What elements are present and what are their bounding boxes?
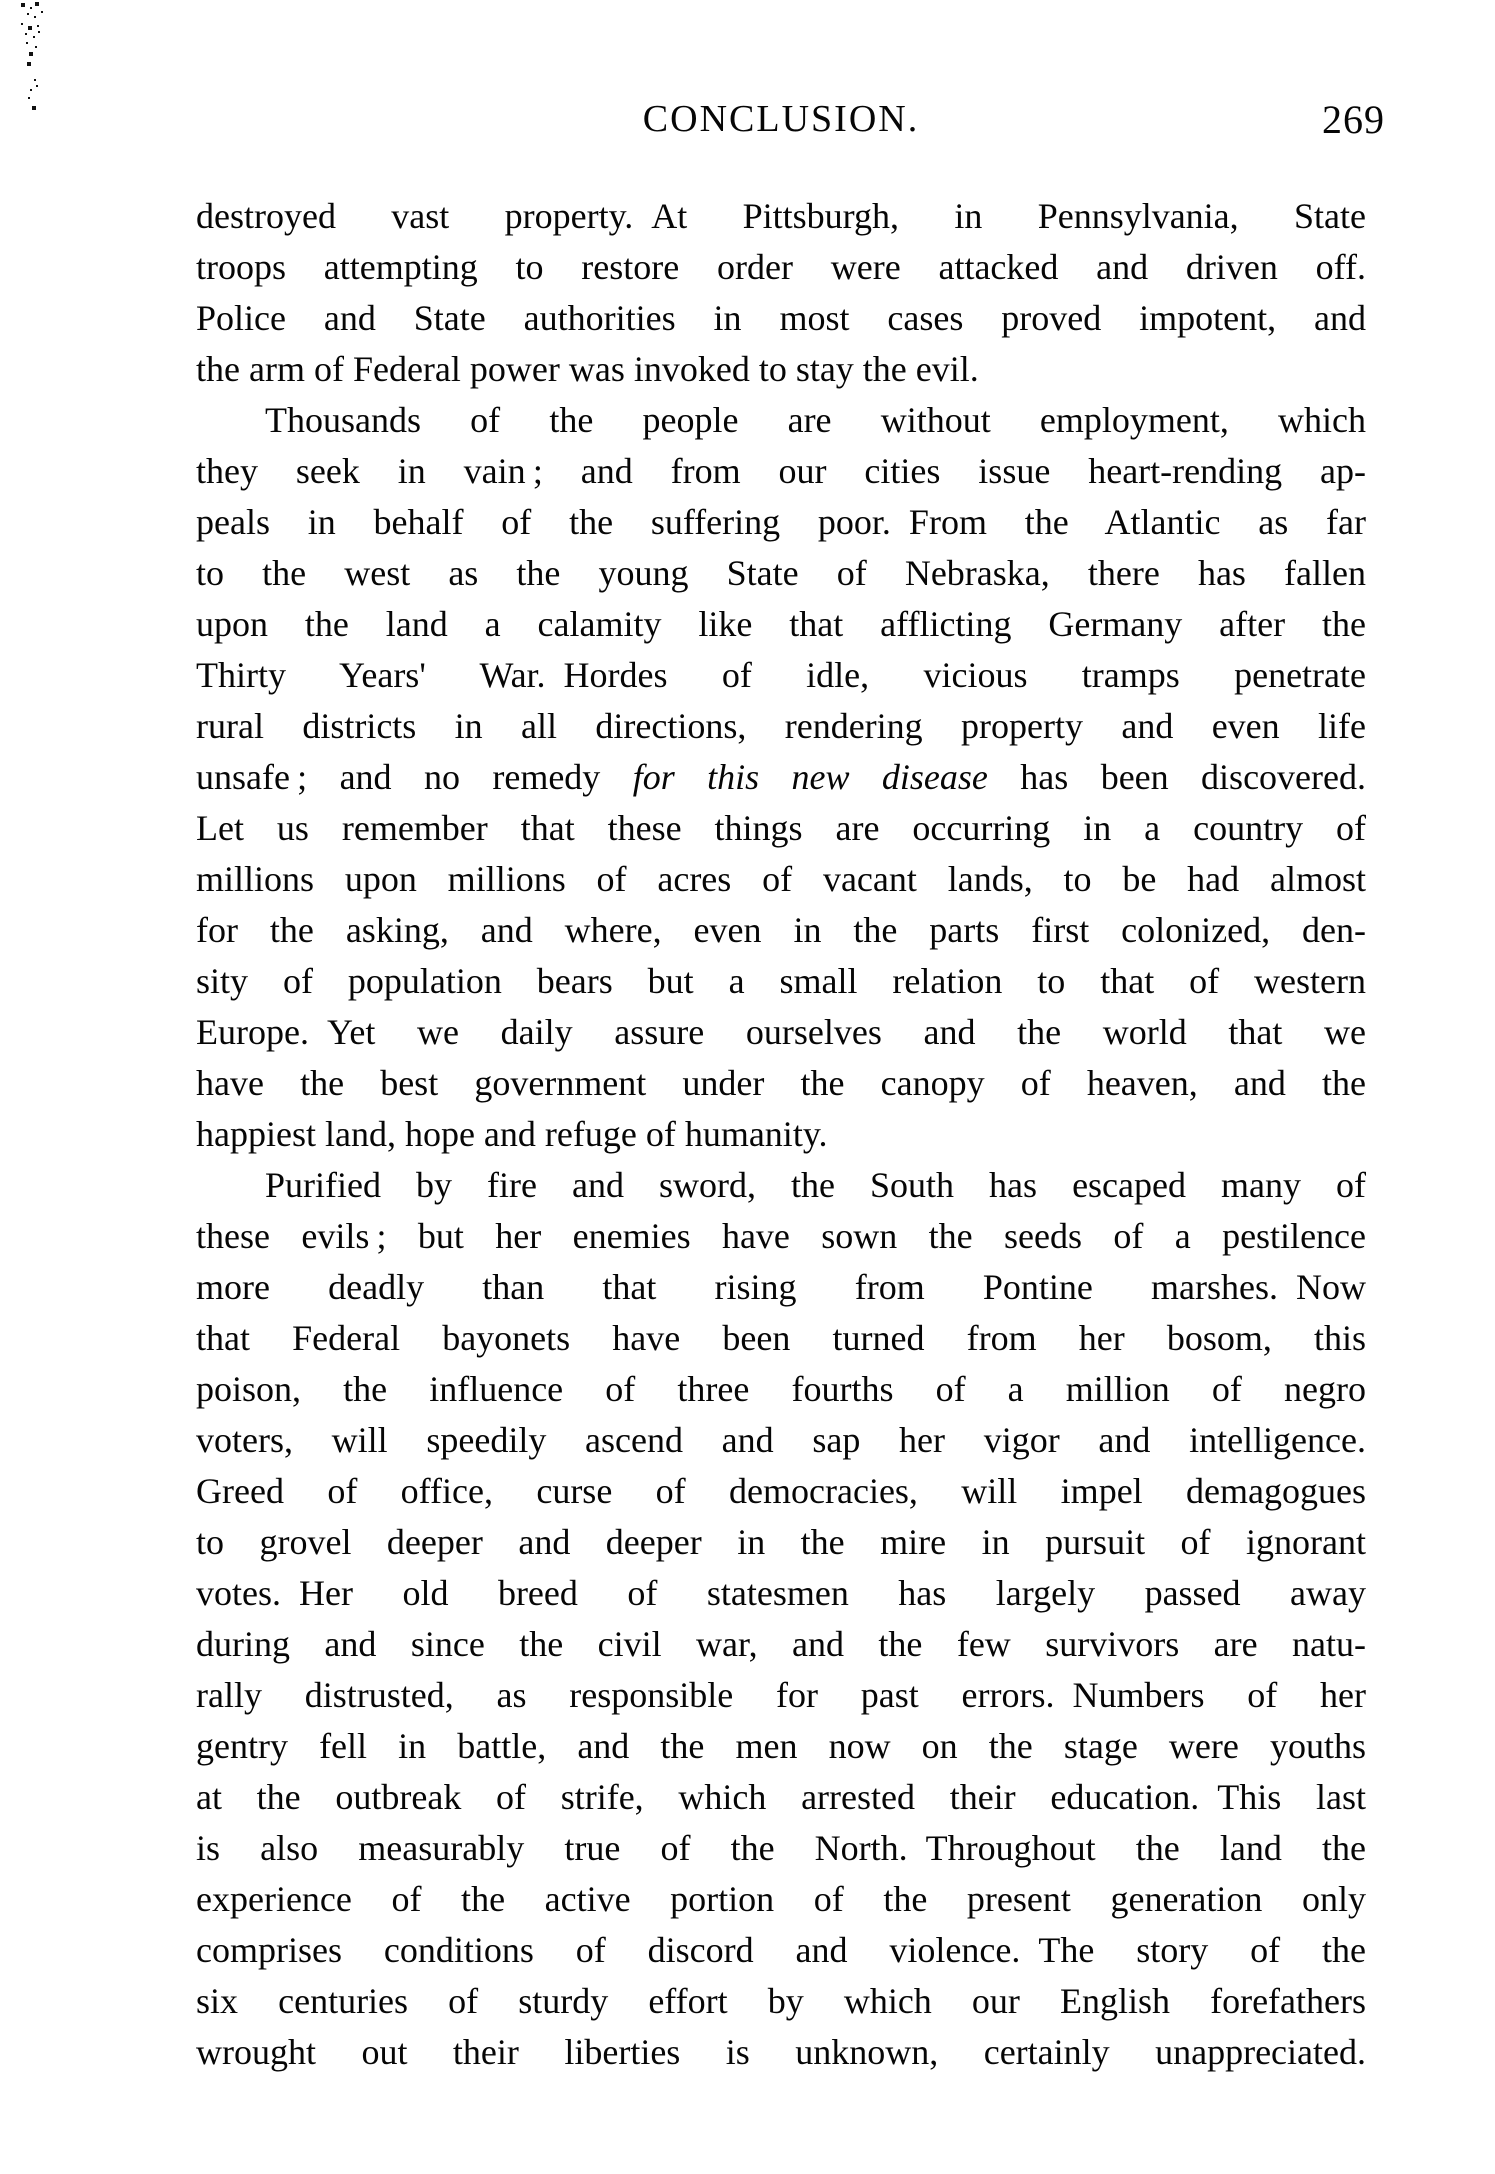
text-line bbox=[196, 701, 1366, 752]
text-line-content bbox=[196, 1675, 1366, 1715]
text-line-content bbox=[196, 1318, 1366, 1358]
text-line-content bbox=[196, 1624, 1366, 1664]
text-line bbox=[196, 344, 1366, 395]
text-line-content bbox=[196, 1879, 1366, 1919]
text-line bbox=[196, 548, 1366, 599]
text-line bbox=[196, 1721, 1366, 1772]
text-line bbox=[196, 599, 1366, 650]
text-line-content bbox=[196, 1369, 1366, 1409]
text-line bbox=[196, 446, 1366, 497]
text-line bbox=[196, 1160, 1366, 1211]
text-line bbox=[196, 1568, 1366, 1619]
text-line-content bbox=[196, 1471, 1366, 1511]
text-line bbox=[196, 1619, 1366, 1670]
text-line-content bbox=[196, 247, 1366, 287]
text-segment: voters, will speedily ascend and sap her vigor and intelligence. bbox=[196, 1420, 1366, 1460]
paragraph bbox=[196, 191, 1366, 395]
text-line bbox=[196, 1211, 1366, 1262]
text-line-content bbox=[196, 196, 1366, 236]
text-segment: millions upon millions of acres of vacant lands, to be had almost bbox=[196, 859, 1366, 899]
text-line-content bbox=[196, 1012, 1366, 1052]
text-segment: to grovel deeper and deeper in the mire in pursuit of ignorant bbox=[196, 1522, 1366, 1562]
text-segment: Greed of office, curse of democracies, will impel demagogues bbox=[196, 1471, 1366, 1511]
page-number: 269 bbox=[1322, 97, 1385, 142]
text-line bbox=[196, 1415, 1366, 1466]
text-line bbox=[196, 752, 1366, 803]
text-segment: rally distrusted, as responsible for past errors. Numbers of her bbox=[196, 1675, 1366, 1715]
text-segment: experience of the active portion of the present generation only bbox=[196, 1879, 1366, 1919]
text-line bbox=[196, 1976, 1366, 2027]
text-line bbox=[196, 242, 1366, 293]
text-segment: more deadly than that rising from Pontine marshes. Now bbox=[196, 1267, 1366, 1307]
text-line bbox=[196, 395, 1366, 446]
text-line bbox=[196, 1058, 1366, 1109]
text-segment: votes. Her old breed of statesmen has largely passed away bbox=[196, 1573, 1366, 1613]
text-line bbox=[196, 497, 1366, 548]
text-line bbox=[196, 1670, 1366, 1721]
text-segment: troops attempting to restore order were attacked and driven off. bbox=[196, 247, 1366, 287]
text-line bbox=[196, 1262, 1366, 1313]
text-line bbox=[196, 854, 1366, 905]
text-line-content bbox=[196, 859, 1366, 899]
text-line-content bbox=[196, 655, 1366, 695]
text-line bbox=[196, 1874, 1366, 1925]
text-line-content bbox=[196, 451, 1366, 491]
text-line-content bbox=[196, 298, 1366, 338]
text-segment: is also measurably true of the North. Throughout the land the bbox=[196, 1828, 1366, 1868]
page-heading: CONCLUSION. bbox=[642, 98, 920, 140]
text-line-content bbox=[196, 553, 1366, 593]
text-line-content bbox=[265, 400, 1366, 440]
text-segment: rural districts in all directions, rendering property and even life bbox=[196, 706, 1366, 746]
text-line bbox=[196, 803, 1366, 854]
text-segment: for the asking, and where, even in the parts first colonized, den- bbox=[196, 910, 1366, 950]
scan-noise-specks bbox=[0, 0, 2, 2]
text-line bbox=[196, 1007, 1366, 1058]
text-line bbox=[196, 293, 1366, 344]
text-line bbox=[196, 1364, 1366, 1415]
text-line-content bbox=[196, 1267, 1366, 1307]
text-line-content bbox=[196, 1726, 1366, 1766]
text-line-content bbox=[196, 1930, 1366, 1970]
text-line bbox=[196, 1466, 1366, 1517]
text-segment: the arm of Federal power was invoked to stay the evil. bbox=[196, 349, 979, 389]
text-line bbox=[196, 1517, 1366, 1568]
paragraph bbox=[196, 395, 1366, 1160]
text-line-content bbox=[196, 910, 1366, 950]
text-segment: unsafe ; and no remedy bbox=[196, 757, 633, 797]
text-line bbox=[196, 905, 1366, 956]
text-segment: to the west as the young State of Nebraska, there has fallen bbox=[196, 553, 1366, 593]
text-segment: Let us remember that these things are occurring in a country of bbox=[196, 808, 1366, 848]
text-segment: these evils ; but her enemies have sown the seeds of a pestilence bbox=[196, 1216, 1366, 1256]
text-segment: have the best government under the canopy of heaven, and the bbox=[196, 1063, 1366, 1103]
text-line bbox=[196, 650, 1366, 701]
text-segment: Thirty Years' War. Hordes of idle, vicious tramps penetrate bbox=[196, 655, 1366, 695]
italic-phrase: for this new disease bbox=[632, 757, 988, 797]
text-line-content bbox=[196, 1216, 1366, 1256]
text-line bbox=[196, 1109, 1366, 1160]
text-segment: poison, the influence of three fourths of a million of negro bbox=[196, 1369, 1366, 1409]
text-segment: Purified by fire and sword, the South has escaped many of bbox=[265, 1165, 1366, 1205]
text-line bbox=[196, 1823, 1366, 1874]
text-line-content bbox=[265, 1165, 1366, 1205]
text-segment: peals in behalf of the suffering poor. From the Atlantic as far bbox=[196, 502, 1366, 542]
text-line-content bbox=[196, 2032, 1366, 2072]
text-line bbox=[196, 956, 1366, 1007]
text-segment: that Federal bayonets have been turned from her bosom, this bbox=[196, 1318, 1366, 1358]
text-line-content bbox=[196, 706, 1366, 746]
text-line bbox=[196, 191, 1366, 242]
running-header bbox=[196, 96, 1385, 142]
text-segment: upon the land a calamity like that afflicting Germany after the bbox=[196, 604, 1366, 644]
text-segment: wrought out their liberties is unknown, certainly unappreciated. bbox=[196, 2032, 1366, 2072]
text-line-content bbox=[196, 349, 979, 389]
text-segment: they seek in vain ; and from our cities issue heart-rending ap- bbox=[196, 451, 1366, 491]
text-line-content bbox=[196, 1114, 827, 1154]
text-line-content bbox=[196, 1420, 1366, 1460]
text-segment: sity of population bears but a small relation to that of western bbox=[196, 961, 1366, 1001]
text-line-content bbox=[196, 1522, 1366, 1562]
text-segment: comprises conditions of discord and violence. The story of the bbox=[196, 1930, 1366, 1970]
text-line-content bbox=[196, 604, 1366, 644]
text-line-content bbox=[196, 502, 1366, 542]
text-segment: gentry fell in battle, and the men now on the stage were youths bbox=[196, 1726, 1366, 1766]
text-line-content bbox=[196, 1573, 1366, 1613]
text-segment: Police and State authorities in most cases proved impotent, and bbox=[196, 298, 1366, 338]
text-segment: destroyed vast property. At Pittsburgh, in Pennsylvania, State bbox=[196, 196, 1366, 236]
text-line-content bbox=[196, 757, 1366, 797]
text-line-content bbox=[196, 961, 1366, 1001]
text-segment: has been discovered. bbox=[987, 757, 1366, 797]
page-body bbox=[196, 191, 1366, 2078]
paragraph bbox=[196, 1160, 1366, 2078]
text-line-content bbox=[196, 1777, 1366, 1817]
text-segment: six centuries of sturdy effort by which our English forefathers bbox=[196, 1981, 1366, 2021]
text-line-content bbox=[196, 1828, 1366, 1868]
text-line-content bbox=[196, 808, 1366, 848]
text-line bbox=[196, 1313, 1366, 1364]
text-line bbox=[196, 2027, 1366, 2078]
text-segment: Europe. Yet we daily assure ourselves and the world that we bbox=[196, 1012, 1366, 1052]
text-segment: Thousands of the people are without employment, which bbox=[265, 400, 1366, 440]
text-segment: at the outbreak of strife, which arrested their education. This last bbox=[196, 1777, 1366, 1817]
text-line-content bbox=[196, 1981, 1366, 2021]
text-line bbox=[196, 1925, 1366, 1976]
text-segment: happiest land, hope and refuge of humanity. bbox=[196, 1114, 828, 1154]
text-line bbox=[196, 1772, 1366, 1823]
text-line-content bbox=[196, 1063, 1366, 1103]
text-segment: during and since the civil war, and the few survivors are natu- bbox=[196, 1624, 1366, 1664]
